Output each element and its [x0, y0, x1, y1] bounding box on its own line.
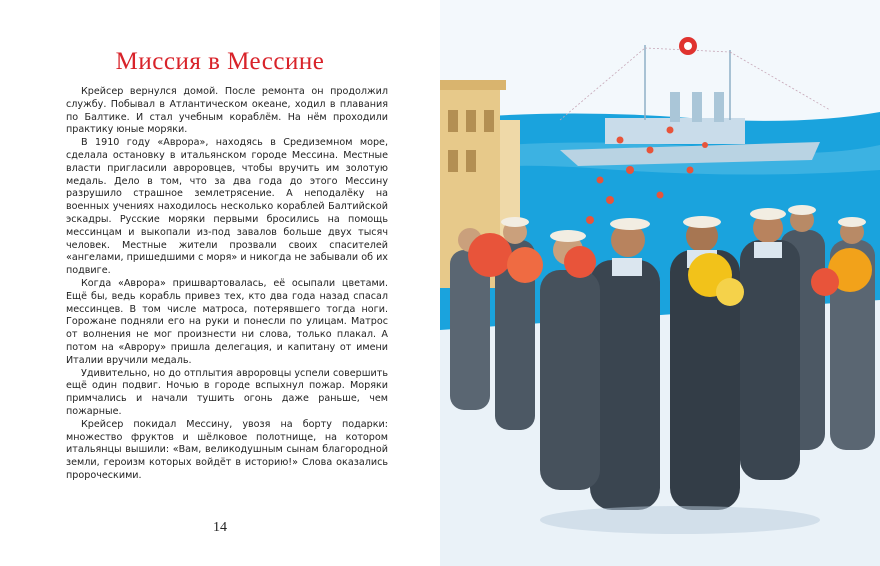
article-body — [66, 86, 388, 483]
paragraph: Удивительно, но до отплытия авроровцы успели совершить ещё один подвиг. Ночью в городе вспыхнул пожар. Моряки примчались и начали тушить огонь даже раньше, чем пожарные. — [66, 367, 388, 417]
page-title: Миссия в Мессине — [115, 48, 325, 75]
illustration — [440, 0, 880, 566]
paragraph: В 1910 году «Аврора», находясь в Средиземном море, сделала остановку в итальянском городе Мессина. Местные власти пригласили авроровцев, чтобы вручить им золотую медаль. Дело в том, что за два года до этого Мессину разрушило страшное землетрясение. А неподалёку на военных учениях находилось несколько кораблей Балтийской эскадры. Русские моряки первыми бросились на помощь мессинцам и выкопали из-под завалов больше двух тысяч человек. Местные жители прозвали своих спасителей «ангелами, пришедшими с моря» и никогда не забывали об их подвиге. — [66, 137, 388, 277]
paragraph: Когда «Аврора» пришвартовалась, её осыпали цветами. Ещё бы, ведь корабль привез тех, кто два года назад спасал мессинцев. В том числе матроса, потерявшего тогда ноги. Горожане подняли его на руки и понесли по улицам. Матрос от волнения не мог произнести ни слова, только плакал. А потом на «Аврору» пришла делегация, и капитану от имени Италии вручили медаль. — [66, 277, 388, 366]
page-number: 14 — [213, 520, 227, 535]
paragraph: Крейсер вернулся домой. После ремонта он продолжил службу. Побывал в Атлантическом океане, ходил в плавания по Балтике. И стал учебным кораблём. На нём проходили практику юные моряки. — [66, 86, 388, 136]
sailors-parade-illustration — [440, 0, 880, 566]
ground-shadow — [540, 506, 820, 534]
paragraph: Крейсер покидал Мессину, увозя на борту подарки: множество фруктов и шёлковое полотнище, на котором итальянцы вышили: «Вам, великодушным сынам благородной земли, героизм которых войдёт в историю!» Слова оказались пророческими. — [66, 418, 388, 481]
flag-emblem — [679, 37, 697, 55]
